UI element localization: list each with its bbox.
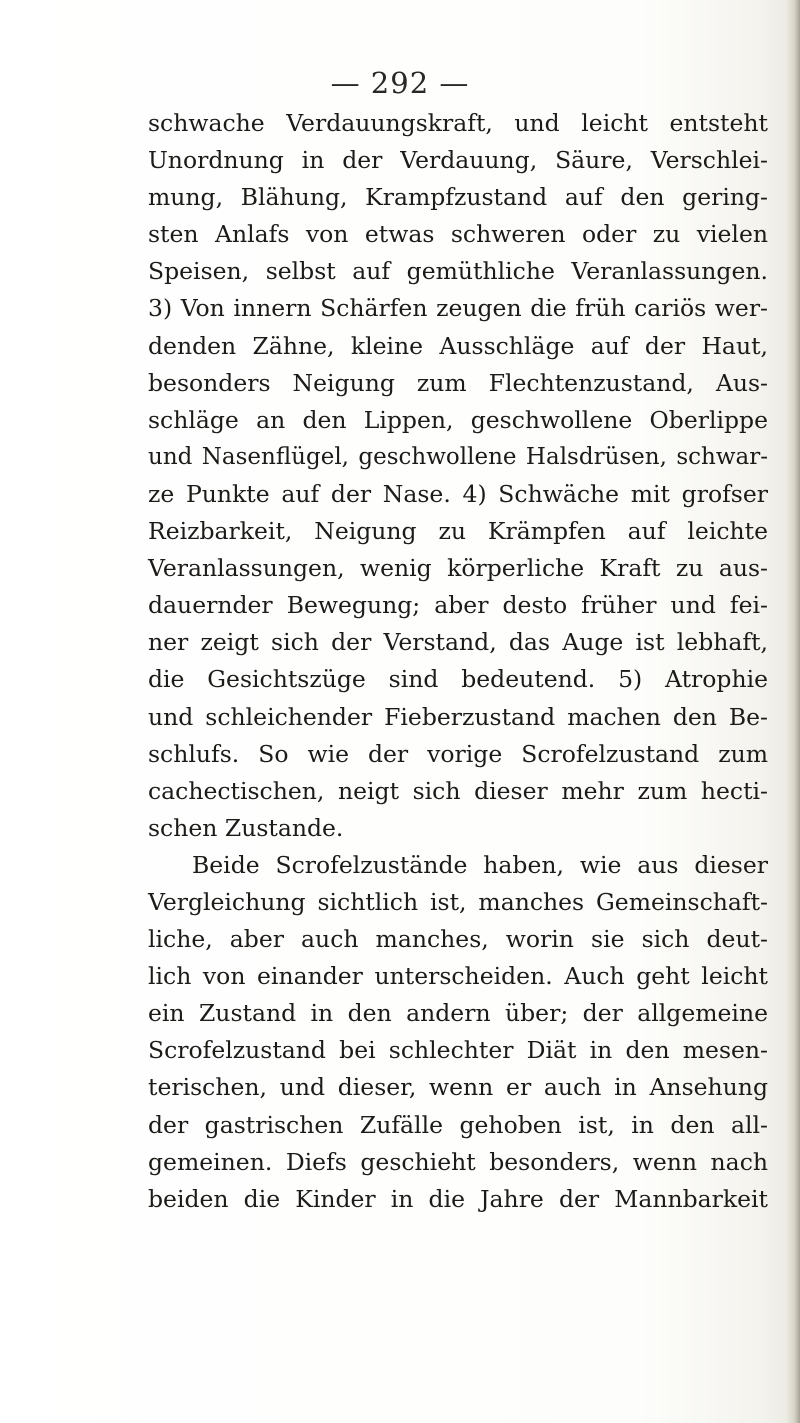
text-line: schwache Verdauungskraft, und leicht entsteht (148, 109, 768, 137)
text-line: die Gesichtszüge sind bedeutend. 5) Atrophie (148, 665, 768, 694)
text-line: ze Punkte auf der Nase. 4) Schwäche mit grofser (148, 479, 768, 508)
text-line: lich von einander unterscheiden. Auch geht leicht (148, 962, 768, 991)
text-line: schläge an den Lippen, geschwollene Oberlippe (148, 405, 768, 434)
text-line-paragraph-start: Beide Scrofelzustände haben, wie aus dieser (192, 850, 768, 879)
text-line: mung, Blähung, Krampfzustand auf den gering- (148, 183, 768, 212)
text-line: beiden die Kinder in die Jahre der Mannbarkeit (148, 1184, 768, 1213)
text-line: Veranlassungen, wenig körperliche Kraft zu aus- (148, 554, 768, 583)
text-line: dauernder Bewegung; aber desto früher und fei- (148, 591, 768, 620)
text-line: denden Zähne, kleine Ausschläge auf der Haut, (148, 331, 768, 360)
text-line: gemeinen. Diefs geschieht besonders, wenn nach (148, 1147, 768, 1176)
text-line: cachectischen, neigt sich dieser mehr zum hecti- (148, 776, 768, 805)
text-line: besonders Neigung zum Flechtenzustand, Aus- (148, 368, 768, 397)
text-line: Vergleichung sichtlich ist, manches Gemeinschaft- (148, 887, 768, 916)
text-line: Scrofelzustand bei schlechter Diät in den mesen- (148, 1036, 768, 1065)
text-line: der gastrischen Zufälle gehoben ist, in den all- (148, 1110, 768, 1139)
text-line: schlufs. So wie der vorige Scrofelzustand zum (148, 739, 768, 768)
text-line-paragraph-end: schen Zustande. (148, 813, 344, 842)
text-line: liche, aber auch manches, worin sie sich deut- (148, 925, 768, 954)
text-line: ein Zustand in den andern über; der allgemeine (148, 999, 768, 1028)
body-text (148, 105, 768, 1218)
text-line: ner zeigt sich der Verstand, das Auge ist lebhaft, (148, 628, 768, 657)
text-line: Speisen, selbst auf gemüthliche Veranlassungen. (148, 257, 768, 286)
text-line: sten Anlafs von etwas schweren oder zu vielen (148, 220, 768, 249)
text-line: 3) Von innern Schärfen zeugen die früh cariös wer- (148, 294, 768, 323)
text-line: terischen, und dieser, wenn er auch in Ansehung (148, 1073, 768, 1102)
text-line: und schleichender Fieberzustand machen den Be- (148, 702, 768, 731)
text-line: Unordnung in der Verdauung, Säure, Verschlei- (148, 146, 768, 175)
page-edge-shadow (786, 0, 800, 1423)
page-number: — 292 — (330, 66, 470, 100)
text-line: Reizbarkeit, Neigung zu Krämpfen auf leichte (148, 517, 768, 546)
text-line: und Nasenflügel, geschwollene Halsdrüsen, schwar- (148, 443, 768, 470)
